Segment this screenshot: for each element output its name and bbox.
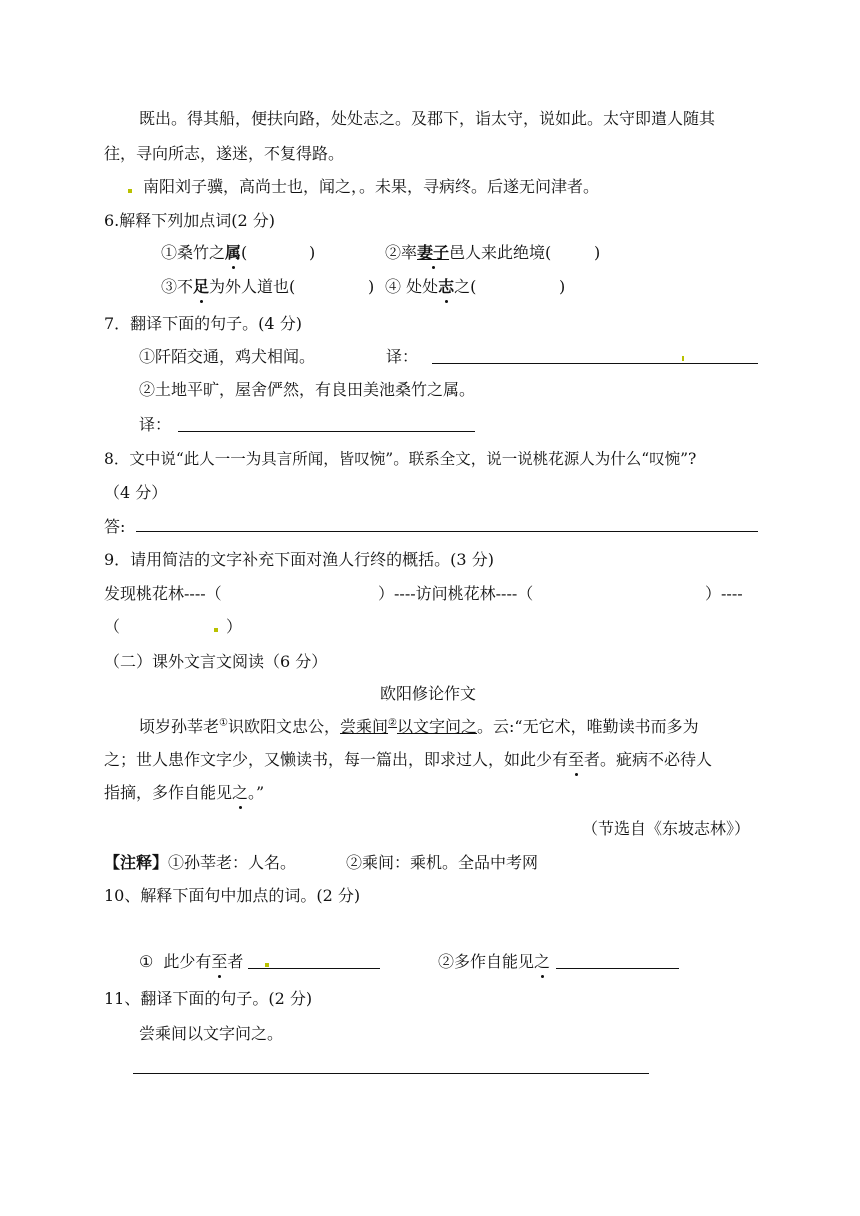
s2-l2-pre: 之；世人患作文字少，又懒读书，每一篇出，即求过人，如此少有 [104,750,569,769]
q6-c-post: 为外人道也( [209,277,296,296]
q6-item-d [385,276,476,298]
q7-translate-label-2: 译： [139,415,172,434]
q7-answer-line-2[interactable] [178,431,475,432]
q10-item-b [438,951,550,973]
s2-l2-dot-word: 至 [568,750,585,769]
q11-answer-line[interactable] [133,1073,649,1074]
q6-a-pre: ①桑竹之 [161,243,226,262]
s2-l1-sup2: ② [388,717,397,729]
q8-line-1: 8．文中说“此人一一为具言所闻，皆叹惋”。联系全文，说一说桃花源人为什么“叹惋”? [104,450,697,468]
q10-a-num: ① [139,952,154,971]
q10-a-dot-word: 至 [211,952,228,971]
q10-answer-line-b[interactable] [556,968,679,969]
s2-l1-pre: 顷岁孙莘老 [139,717,220,736]
q7-sentence-2: ②土地平旷，屋舍俨然，有良田美池桑竹之属。 [139,380,476,399]
q6-d-post: 之( [454,277,477,296]
s2-l1-post: 。云:“无它术，唯勤读书而多为 [477,717,699,736]
note-label: 【注释】 [104,853,169,872]
q10-answer-line-a[interactable] [248,968,380,969]
q8-line-2: （4 分） [104,483,168,502]
q11-sentence: 尝乘间以文字问之。 [139,1024,284,1043]
q8-answer-line[interactable] [136,531,758,532]
section2-line-3 [104,782,264,804]
section2-heading: （二）课外文言文阅读（6 分） [104,652,328,671]
q9-title: 9．请用简洁的文字补充下面对渔人行终的概括。(3 分) [104,550,494,569]
q10-b-pre: ②多作自能见 [438,952,535,971]
s2-l1-underline-2: 以文字问之 [396,717,477,736]
q6-d-close: ) [559,277,566,296]
q6-a-close: ) [309,243,316,262]
q10-b-dot-word: 之 [534,952,551,971]
q9-part-4-open: （ [104,617,121,636]
section2-source: （节选自《东坡志林》） [582,819,751,838]
q6-d-dot-word: 志 [438,277,455,296]
q6-b-close: ) [594,243,601,262]
q6-a-post: ( [241,243,248,262]
q6-c-dot-word: 足 [193,277,210,296]
q6-b-post: 邑人来此绝境( [449,243,552,262]
q9-part-2: ）----访问桃花林----（ [378,584,534,603]
s2-l3-pre: 指摘，多作自能见 [104,783,233,802]
q8-answer-label: 答: [104,517,126,536]
passage-line-3: 南阳刘子骥，高尚士也，闻之，。未果，寻病终。后遂无问津者。 [143,177,600,196]
q6-item-c [161,276,295,298]
note-1: ①孙莘老：人名。 [168,853,297,872]
q7-answer-line-1[interactable] [432,363,758,364]
section2-notes [104,852,538,874]
highlight-mark [265,963,269,967]
q9-part-1: 发现桃花林----（ [104,584,222,603]
q6-item-a [161,242,247,264]
q11-title: 11、翻译下面的句子。(2 分) [104,989,313,1008]
q6-d-pre: ④ 处处 [385,277,439,296]
q6-b-pre: ②率 [385,243,418,262]
passage-line-2: 往，寻向所志，遂迷，不复得路。 [104,144,345,163]
q6-item-b [385,242,551,264]
section2-title: 欧阳修论作文 [380,684,477,703]
s2-l3-post: 。” [248,783,265,802]
q6-title: 6.解释下列加点词(2 分) [104,211,276,230]
q9-part-4-close: ） [226,617,243,636]
q6-a-dot-word: 属 [225,243,242,262]
passage-line-1: 既出。得其船，便扶向路，处处志之。及郡下，诣太守，说如此。太守即遣人随其 [139,109,716,128]
q6-c-close: ) [368,277,375,296]
highlight-mark [128,189,132,193]
section2-line-2 [104,749,712,771]
q10-title: 10、解释下面句中加点的词。(2 分) [104,886,361,905]
q7-translate-label-1: 译： [386,347,419,366]
q10-item-a [139,951,243,973]
s2-l1-mid: 识欧阳文忠公， [227,717,340,736]
q6-c-pre: ③不 [161,277,194,296]
q7-title: 7．翻译下面的句子。(4 分) [104,314,302,333]
s2-l3-dot-word: 之 [232,783,249,802]
q10-a-pre: 此少有 [163,952,212,971]
q9-part-3: ）---- [705,584,743,603]
note-2: ②乘间：乘机。全品中考网 [346,853,539,872]
highlight-mark [214,628,218,632]
q6-b-dot-word: 妻子 [417,243,450,262]
q10-a-post: 者 [227,952,244,971]
s2-l2-post: 者。疵病不必待人 [584,750,713,769]
s2-l1-underline: 尝乘间 [340,717,389,736]
q7-sentence-1: ①阡陌交通，鸡犬相闻。 [139,347,316,366]
section2-line-1 [139,716,699,738]
s2-l1-sup1: ① [219,717,228,729]
highlight-mark [682,356,684,361]
